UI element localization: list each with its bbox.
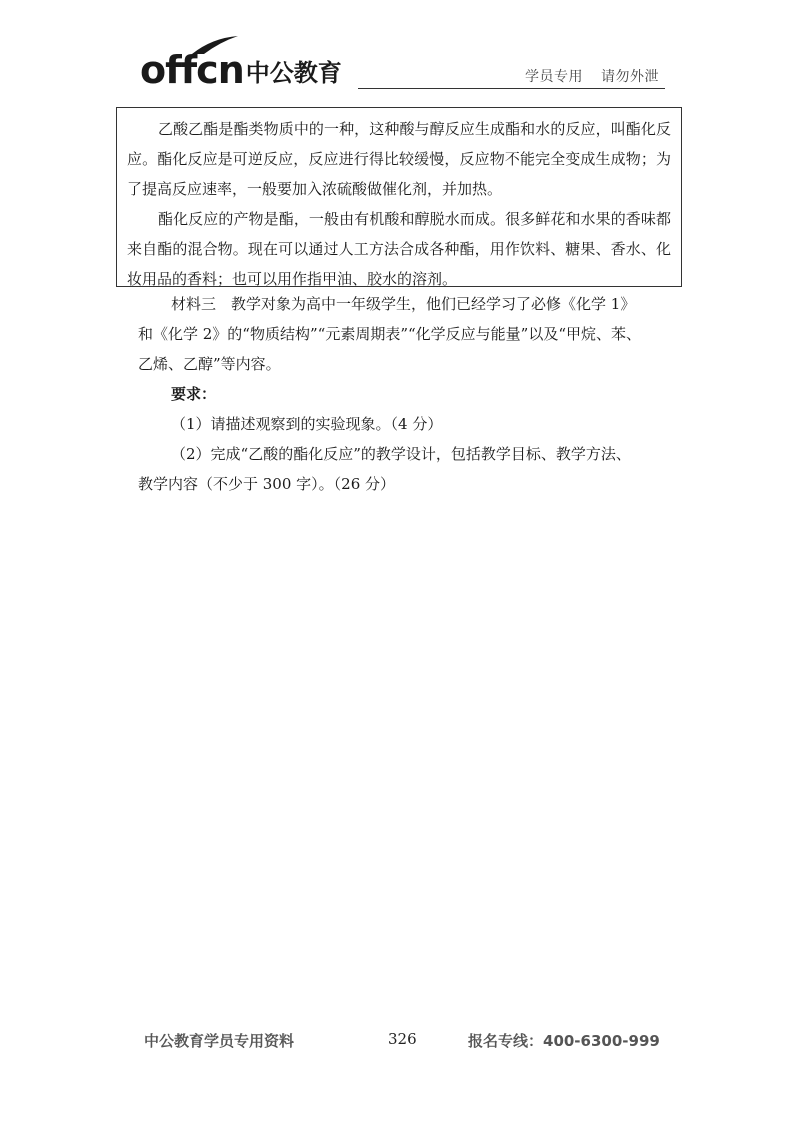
material-three-line-1: 材料三 教学对象为高中一年级学生，他们已经学习了必修《化学 1》 — [171, 295, 636, 313]
material-three-line-2: 和《化学 2》的“物质结构”“元素周期表”“化学反应与能量”以及“甲烷、苯、 — [138, 325, 641, 343]
footer-hotline: 报名专线：400-6300-999 — [468, 1032, 660, 1050]
offcn-logo — [140, 42, 342, 90]
logo-latin-text: offcn — [140, 48, 244, 92]
requirement-item-2-line-1: （2）完成“乙酸的酯化反应”的教学设计，包括教学目标、教学方法、 — [171, 445, 631, 463]
header-note-members-only: 学员专用 — [525, 69, 583, 85]
logo-chinese-text: 中公教育 — [245, 59, 342, 87]
requirement-item-2-line-2: 教学内容（不少于 300 字）。（26 分） — [138, 475, 396, 493]
question-body — [138, 289, 668, 499]
page-number: 326 — [388, 1030, 417, 1048]
header-notice — [525, 66, 659, 86]
page-footer — [140, 1030, 660, 1054]
requirements-heading: 要求： — [171, 385, 217, 403]
logo-swoosh-icon — [190, 34, 240, 56]
material-paragraph-2: 酯化反应的产物是酯，一般由有机酸和醇脱水而成。很多鲜花和水果的香味都来自酯的混合物。现在可以通过人工方法合成各种酯，用作饮料、糖果、香水、化妆用品的香料；也可以用作指甲油、胶水的溶剂。 — [127, 210, 671, 288]
header-rule — [358, 88, 665, 89]
page-header — [140, 38, 665, 90]
material-three-line-3: 乙烯、乙醇”等内容。 — [138, 355, 281, 373]
header-note-do-not-distribute: 请勿外泄 — [601, 69, 659, 85]
footer-source: 中公教育学员专用资料 — [144, 1032, 295, 1050]
material-box — [116, 107, 682, 287]
requirement-item-1: （1）请描述观察到的实验现象。（4 分） — [171, 415, 443, 433]
material-paragraph-1: 乙酸乙酯是酯类物质中的一种，这种酸与醇反应生成酯和水的反应，叫酯化反应。酯化反应是可逆反应，反应进行得比较缓慢，反应物不能完全变成生成物；为了提高反应速率，一般要加入浓硫酸做催化剂，并加热。 — [127, 120, 671, 198]
